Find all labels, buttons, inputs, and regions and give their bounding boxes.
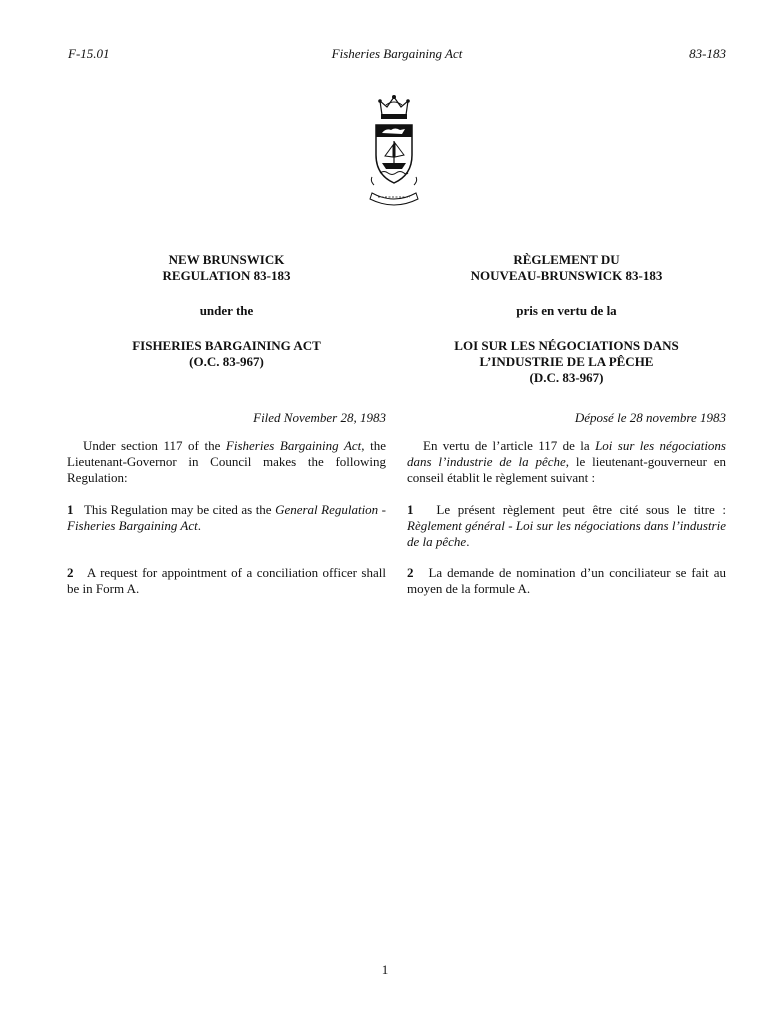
english-column	[67, 252, 386, 597]
english-preamble: Under section 117 of the Fisheries Bargaining Act, the Lieutenant-Governor in Council makes the following Regulation:	[67, 438, 386, 485]
french-order-in-council: (D.C. 83-967)	[529, 370, 604, 385]
french-title-block	[407, 252, 726, 386]
english-order-in-council: (O.C. 83-967)	[189, 354, 264, 369]
french-section-1: 1 Le présent règlement peut être cité sous le titre : Règlement général - Loi sur les négociations dans l’industrie de la pêche.	[407, 502, 726, 549]
french-title-line1: RÈGLEMENT DU	[513, 252, 620, 267]
english-title-line1: NEW BRUNSWICK	[168, 252, 285, 267]
english-section-1: 1 This Regulation may be cited as the General Regulation - Fisheries Bargaining Act.	[67, 502, 386, 533]
french-title-line2: NOUVEAU-BRUNSWICK 83-183	[470, 268, 663, 283]
french-act-name-line2: L’INDUSTRIE DE LA PÊCHE	[479, 354, 654, 369]
new-brunswick-coat-of-arms-icon	[364, 93, 424, 211]
page-number: 1	[381, 962, 389, 977]
french-act-name-line1: LOI SUR LES NÉGOCIATIONS DANS	[454, 338, 679, 353]
english-act-name: FISHERIES BARGAINING ACT	[132, 338, 321, 353]
english-filed-date: Filed November 28, 1983	[253, 410, 386, 425]
regulation-number-header: 83-183	[689, 46, 726, 61]
act-title-header: Fisheries Bargaining Act	[331, 46, 463, 61]
french-section-2: 2 La demande de nomination d’un conciliateur se fait au moyen de la formule A.	[407, 565, 726, 596]
french-under-the: pris en vertu de la	[516, 303, 617, 318]
french-filed-date: Déposé le 28 novembre 1983	[574, 410, 726, 425]
english-title-line2: REGULATION 83-183	[162, 268, 291, 283]
french-preamble: En vertu de l’article 117 de la Loi sur les négociations dans l’industrie de la pêche, le lieutenant-gouverneur en conseil établit le règlement suivant :	[407, 438, 727, 485]
english-title-block	[67, 252, 386, 370]
english-section-2: 2 A request for appointment of a conciliation officer shall be in Form A.	[67, 565, 386, 596]
french-column	[407, 252, 726, 597]
english-under-the: under the	[199, 303, 254, 318]
chapter-number: F-15.01	[68, 46, 110, 61]
